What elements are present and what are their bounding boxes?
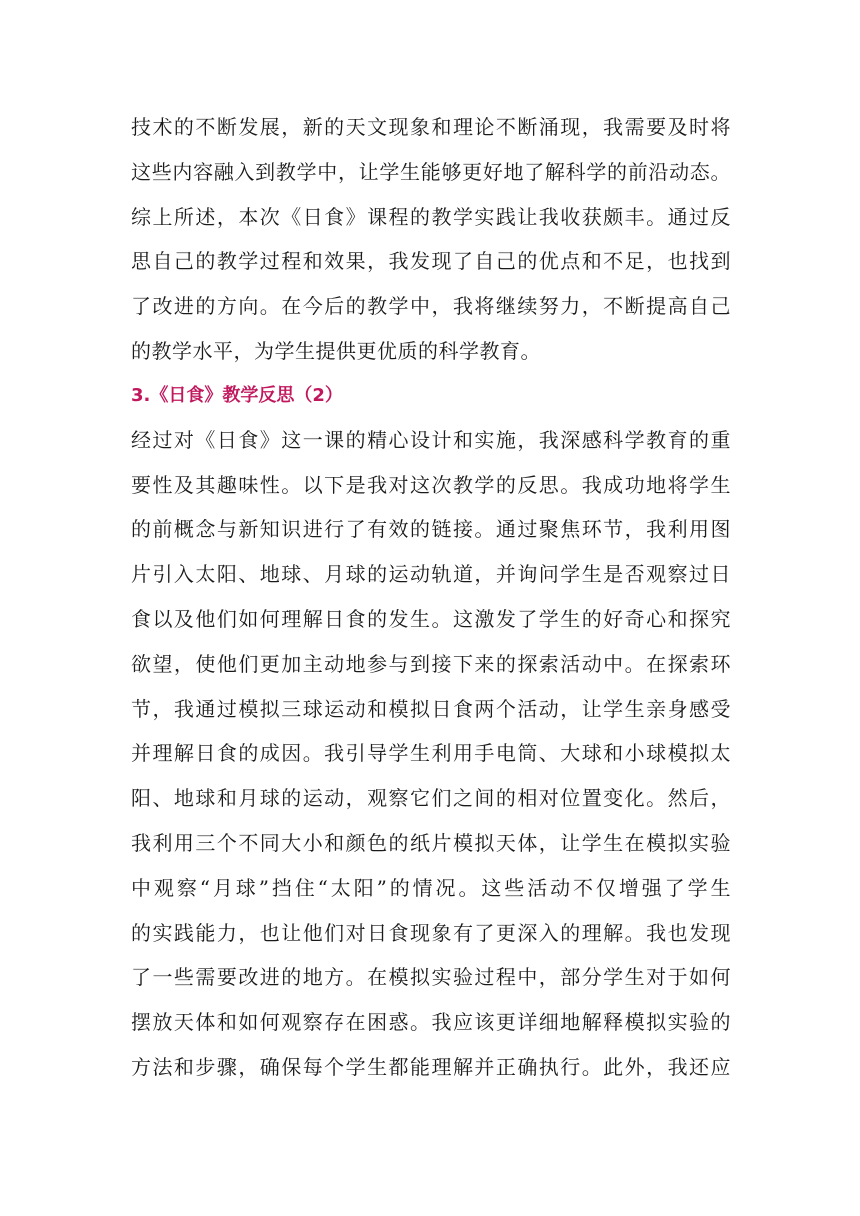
text-line: 食以及他们如何理解日食的发生。这激发了学生的好奇心和探究 — [131, 606, 731, 631]
text-line: 片引入太阳、地球、月球的运动轨道，并询问学生是否观察过日 — [131, 562, 731, 587]
text-line: 的前概念与新知识进行了有效的链接。通过聚焦环节，我利用图 — [131, 517, 731, 542]
text-line: 并理解日食的成因。我引导学生利用手电筒、大球和小球模拟太 — [131, 741, 731, 766]
text-line: 了改进的方向。在今后的教学中，我将继续努力，不断提高自己 — [131, 294, 731, 319]
paragraph-conclusion — [131, 105, 731, 374]
text-line: 综上所述，本次《日食》课程的教学实践让我收获颇丰。通过反 — [131, 204, 731, 229]
text-line: 摆放天体和如何观察存在困惑。我应该更详细地解释模拟实验的 — [131, 1010, 731, 1035]
document-page — [131, 105, 731, 1090]
text-line: 中观察“月球”挡住“太阳”的情况。这些活动不仅增强了学生 — [131, 875, 731, 900]
text-line: 了一些需要改进的地方。在模拟实验过程中，部分学生对于如何 — [131, 965, 731, 990]
section-heading: 3.《日食》教学反思（2） — [131, 384, 343, 406]
text-line: 技术的不断发展，新的天文现象和理论不断涌现，我需要及时将 — [131, 115, 731, 139]
text-line: 的实践能力，也让他们对日食现象有了更深入的理解。我也发现 — [131, 920, 731, 945]
text-line: 阳、地球和月球的运动，观察它们之间的相对位置变化。然后， — [131, 786, 731, 811]
paragraph-reflection — [131, 418, 731, 1090]
text-line: 我利用三个不同大小和颜色的纸片模拟天体，让学生在模拟实验 — [131, 830, 731, 855]
text-line: 欲望，使他们更加主动地参与到接下来的探索活动中。在探索环 — [131, 651, 731, 676]
text-line: 这些内容融入到教学中，让学生能够更好地了解科学的前沿动态。 — [131, 159, 731, 184]
text-line: 思自己的教学过程和效果，我发现了自己的优点和不足，也找到 — [131, 249, 731, 274]
text-line: 经过对《日食》这一课的精心设计和实施，我深感科学教育的重 — [131, 427, 731, 452]
text-line: 方法和步骤，确保每个学生都能理解并正确执行。此外，我还应 — [131, 1054, 731, 1079]
text-line: 节，我通过模拟三球运动和模拟日食两个活动，让学生亲身感受 — [131, 696, 731, 721]
text-line: 要性及其趣味性。以下是我对这次教学的反思。我成功地将学生 — [131, 472, 731, 497]
text-line: 的教学水平，为学生提供更优质的科学教育。 — [131, 338, 541, 363]
